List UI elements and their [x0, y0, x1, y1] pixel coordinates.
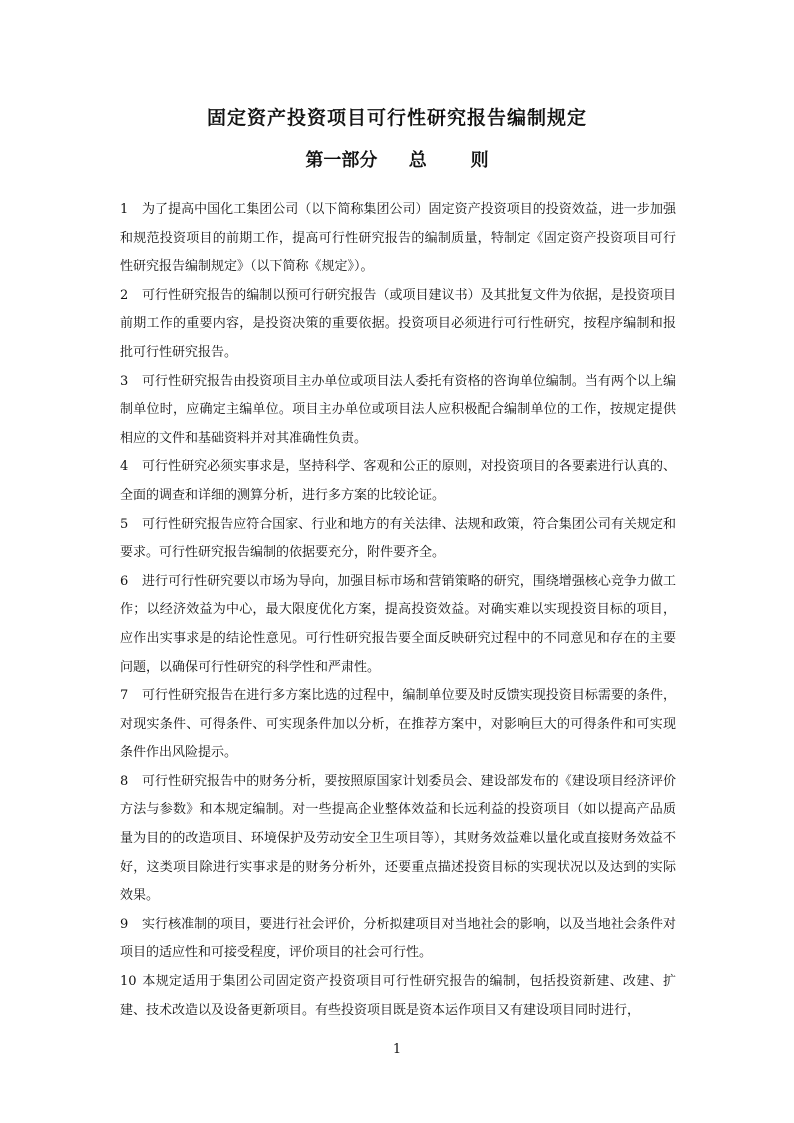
document-title: 固定资产投资项目可行性研究报告编制规定: [206, 107, 587, 129]
paragraph-number: 3: [120, 373, 129, 389]
paragraph-text: 为了提高中国化工集团公司（以下简称集团公司）固定资产投资项目的投资效益，进一步加强和规范投资项目的前期工作，提高可行性研究报告的编制质量，特制定《固定资产投资项目可行性研究报告编制规定》（以下简称《规定》）。: [120, 202, 676, 275]
paragraph-3: [120, 368, 676, 454]
paragraph-number: 8: [120, 773, 129, 789]
paragraph-2: [120, 282, 676, 368]
paragraph-text: 可行性研究报告在进行多方案比选的过程中，编制单位要及时反馈实现投资目标需要的条件，对现实条件、可得条件、可实现条件加以分析，在推荐方案中，对影响巨大的可得条件和可实现条件作出风险提示。: [120, 688, 676, 761]
paragraph-10: [120, 968, 676, 1025]
paragraph-number: 1: [120, 202, 129, 217]
paragraph-4: [120, 453, 676, 510]
paragraph-number: 6: [120, 573, 129, 589]
paragraph-number: 4: [120, 459, 129, 475]
paragraph-text: 可行性研究报告中的财务分析，要按照原国家计划委员会、建设部发布的《建设项目经济评价方法与参数》和本规定编制。对一些提高企业整体效益和长远利益的投资项目（如以提高产品质量为目的的改造项目、环境保护及劳动安全卫生项目等），其财务效益难以量化或直接财务效益不好，这类项目除进行实事求是的财务分析外，还要重点描述投资目标的实现状况以及达到的实际效果。: [120, 773, 676, 904]
paragraph-7: [120, 682, 676, 768]
paragraph-number: 5: [120, 516, 129, 532]
document-body: [120, 196, 676, 1025]
page-number: 1: [392, 1042, 402, 1057]
paragraph-number: 2: [120, 287, 129, 303]
section-title: 第一部分 总 则: [305, 150, 489, 171]
paragraph-text: 可行性研究必须实事求是，坚持科学、客观和公正的原则，对投资项目的各要素进行认真的、全面的调查和详细的测算分析，进行多方案的比较论证。: [120, 459, 676, 503]
paragraph-8: [120, 768, 676, 911]
paragraph-5: [120, 511, 676, 568]
paragraph-text: 可行性研究报告应符合国家、行业和地方的有关法律、法规和政策，符合集团公司有关规定和要求。可行性研究报告编制的依据要充分，附件要齐全。: [120, 516, 676, 561]
paragraph-number: 10: [120, 974, 137, 990]
paragraph-text: 本规定适用于集团公司固定资产投资项目可行性研究报告的编制，包括投资新建、改建、扩建、技术改造以及设备更新项目。有些投资项目既是资本运作项目又有建设项目同时进行，: [120, 974, 676, 1018]
paragraph-text: 进行可行性研究要以市场为导向，加强目标市场和营销策略的研究，围绕增强核心竞争力做工作；以经济效益为中心，最大限度优化方案，提高投资效益。对确实难以实现投资目标的项目，应作出实事求是的结论性意见。可行性研究报告要全面反映研究过程中的不同意见和存在的主要问题，以确保可行性研究的科学性和严肃性。: [120, 573, 676, 675]
paragraph-number: 9: [120, 916, 129, 932]
paragraph-1: [120, 196, 676, 282]
paragraph-text: 可行性研究报告的编制以预可行研究报告（或项目建议书）及其批复文件为依据，是投资项目前期工作的重要内容，是投资决策的重要依据。投资项目必须进行可行性研究，按程序编制和报批可行性研究报告。: [120, 287, 676, 360]
paragraph-text: 可行性研究报告由投资项目主办单位或项目法人委托有资格的咨询单位编制。当有两个以上编制单位时，应确定主编单位。项目主办单位或项目法人应积极配合编制单位的工作，按规定提供相应的文件和基础资料并对其准确性负责。: [120, 373, 676, 446]
paragraph-6: [120, 568, 676, 682]
paragraph-text: 实行核准制的项目，要进行社会评价，分析拟建项目对当地社会的影响，以及当地社会条件对项目的适应性和可接受程度，评价项目的社会可行性。: [120, 916, 676, 961]
paragraph-number: 7: [120, 688, 129, 704]
paragraph-9: [120, 911, 676, 968]
